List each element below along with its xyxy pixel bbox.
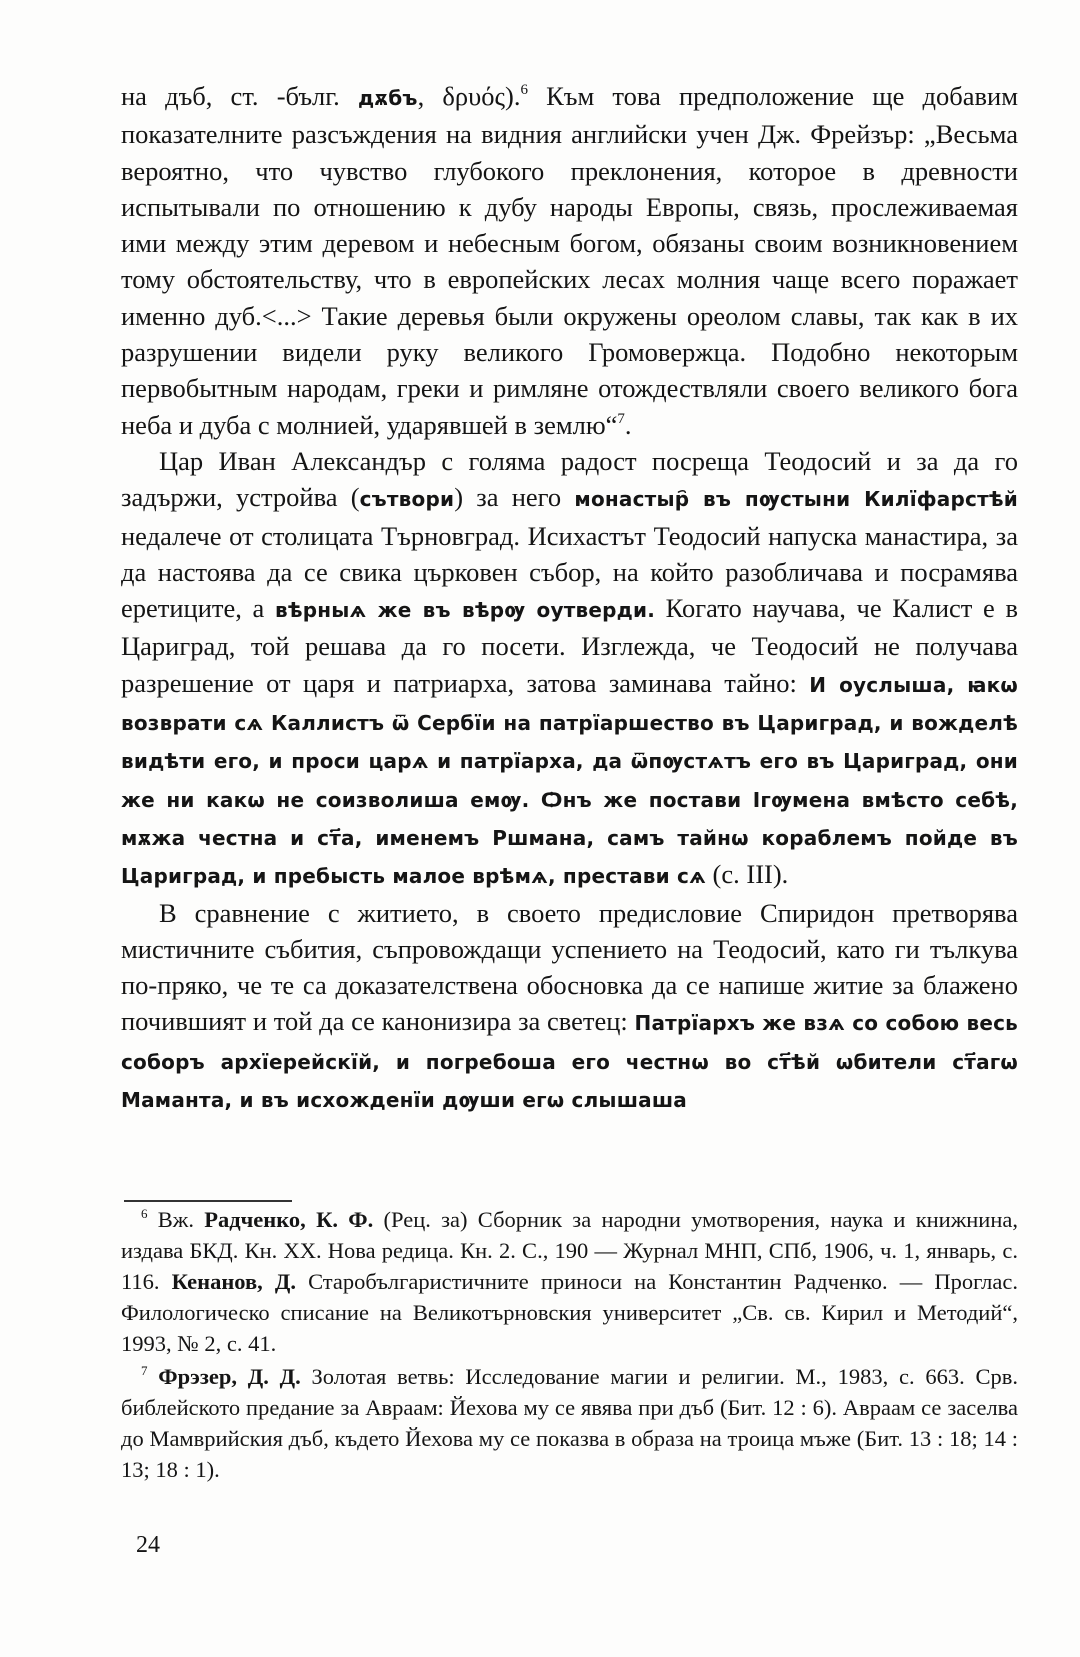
church-slavonic-text: дѫбъ (357, 86, 418, 110)
author-name: Радченко, К. Ф. (204, 1207, 374, 1232)
church-slavonic-text: сътвори (359, 487, 455, 512)
author-name: Фрэзер, Д. Д. (158, 1364, 301, 1389)
footnotes (121, 1204, 1018, 1487)
footnote-divider (124, 1200, 292, 1202)
paragraph-2: Цар Иван Александър с голяма радост посреща Теодосий и за да го задържи, устройва (сътвори) за него монастыр҄ въ пѹстыни Килїфарстѣй недалече от столицата Търновград. Исихастът Теодосий напуска манастира, за да настоява да се свика църковен събор, на който разобличава и посрамява еретиците, а вѣрныѧ же въ вѣрѹ оутверди. Когато научава, че Калист е в Цариград, той решава да го посети. Изглежда, че Теодосий не получава разрешение от царя и патриарха, затова заминава тайно: И оуслыша, ꙗкѡ возврати сѧ Каллистъ ѿ Сербїи на патрїаршество въ Цариград, и вожделѣ видѣти его, и проси царѧ и патрїарха, да ѿпѹстѧтъ его въ Цариград, они же ни какѡ не соизволиша емѹ. Ѻнъ же постави Ігѹмена вмѣсто себѣ, мѫжа честна и ст҃а, именемъ Ршмана, самъ тайнѡ кораблемъ пойде въ Цариград, и пребысть малое врѣмѧ, престави сѧ (с. III). (121, 445, 1018, 890)
paragraph-3: В сравнение с житието, в своето предисловие Спиридон претворява мистичните събития, съпровождащи успението на Теодосий, като ги тълкува по-пряко, че те са доказателствена обосновка да се напише житие за блажено почившият и той да се канонизира за светец: Патрїархъ же взѧ со собою весь соборъ архїерейскїй, и погребоша его честнѡ во ст҃ѣй ѡбители ст҃агѡ Маманта, и въ исхожденїи дѹши егѡ слышаша (121, 897, 1018, 1113)
footnote-ref-7: 7 (617, 410, 625, 427)
footnote-mark: 7 (141, 1363, 148, 1378)
church-slavonic-text: монастыр҄ въ пѹстыни Килїфарстѣй (574, 487, 1018, 512)
footnote-6: $^6$ Вж. Радченко, К. Ф. (Рец. за) Сборник за народни умотворения, наука и книжнина, издава БКД. Кн. XX. Нова редица. Кн. 2. С., 190 — Журнал МНП, СПб, 1906, ч. 1, январь, с. 116. Кенанов, Д. Старобългаристичните приноси на Константин Радченко. — Проглас. Филологическо списание на Великотърновския университет „Св. св. Кирил и Методий“, 1993, № 2, с. 41. (121, 1206, 1018, 1356)
church-slavonic-quote: Патрїархъ же взѧ со собою весь соборъ архїерейскїй, и погребоша его честнѡ во ст҃ѣй ѡбители ст҃агѡ Маманта, и въ исхожденїи дѹши егѡ слышаша (121, 1011, 1018, 1113)
church-slavonic-text: вѣрныѧ же въ вѣрѹ оутверди. (274, 598, 656, 623)
paragraph-1: на дъб, ст. -бълг. дѫбъ, δρυός).$^6$ Към това предположение ще добавим показателните разсъждения на видния английски учен Дж. Фрейзър: „Весьма вероятно, что чувство глубокого преклонения, которое в древности испытывали по отношению к дубу народы Европы, связь, прослеживаемая ими между этим деревом и небесным богом, обязаны своим возникновением тому обстоятельству, что в европейских лесах молния чаще всего поражает именно дуб.<...> Такие деревья были окружены ореолом славы, так как в их разрушении видели руку великого Громовержца. Подобно некоторым первобытным народам, греки и римляне отождествляли своего великого бога неба и дуба с молнией, ударявшей в землю“$^7$. (121, 81, 1018, 440)
page-number: 24 (136, 1532, 160, 1558)
footnote-ref-6: 6 (520, 82, 528, 98)
footnote-7: $^7$ Фрэзер, Д. Д. Золотая ветвь: Исследование магии и религии. М., 1983, с. 663. Срв. библейското предание за Авраам: Йехова му се явява при дъб (Бит. 12 : 6). Авраам се заселва до Мамврийския дъб, където Йехова му се показва в образа на троица мъже (Бит. 13 : 18; 14 : 13; 18 : 1). (121, 1363, 1019, 1482)
main-text (121, 78, 1018, 1118)
footnote-mark: 6 (141, 1206, 148, 1221)
author-name: Кенанов, Д. (171, 1269, 296, 1294)
church-slavonic-quote: И оуслыша, ꙗкѡ возврати сѧ Каллистъ ѿ Сербїи на патрїаршество въ Цариград, и вожделѣ видѣти его, и проси царѧ и патрїарха, да ѿпѹстѧтъ его въ Цариград, они же ни какѡ не соизволиша емѹ. Ѻнъ же постави Ігѹмена вмѣсто себѣ, мѫжа честна и ст҃а, именемъ Ршмана, самъ тайнѡ кораблемъ пойде въ Цариград, и пребысть малое врѣмѧ, престави сѧ (121, 672, 1018, 889)
